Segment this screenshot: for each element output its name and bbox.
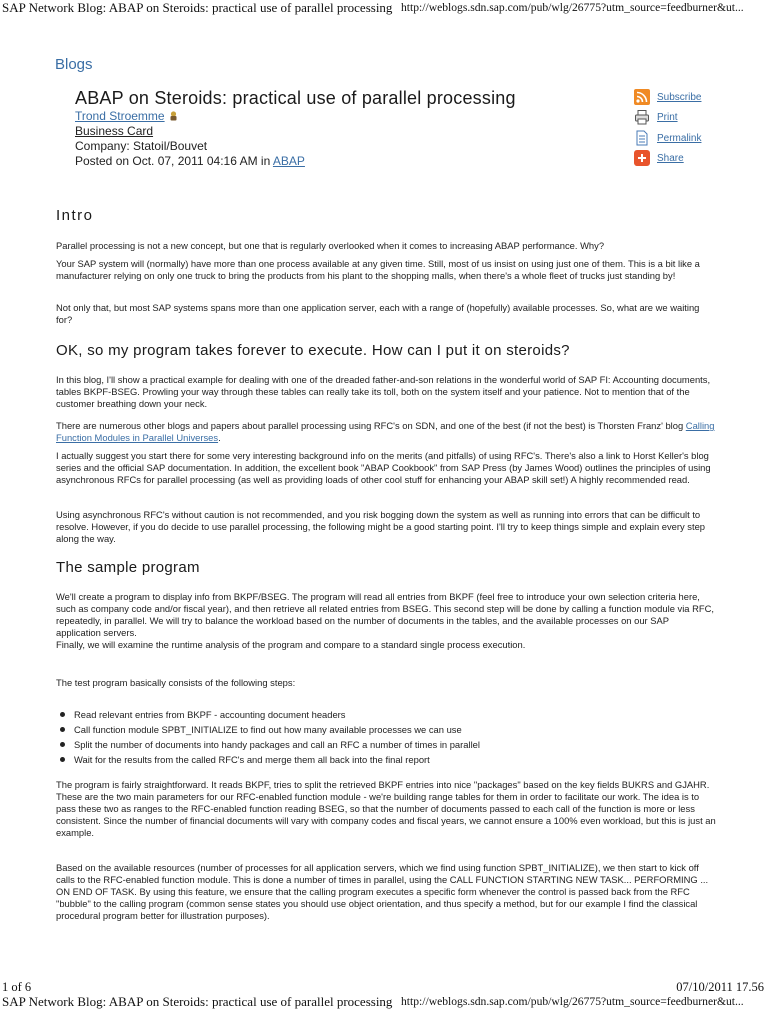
- bullet-icon: [60, 757, 65, 762]
- print-header-title: SAP Network Blog: ABAP on Steroids: practical use of parallel processing: [2, 0, 393, 15]
- paragraph: Your SAP system will (normally) have more than one process available at any given time. Still, most of us insist on using just one of them. This is a bit like a manufacturer relying on only one truck to bring the products from his plant to the shopping malls, when there's a whole fleet of trucks just standing by!: [56, 258, 700, 281]
- bullet-icon: [60, 727, 65, 732]
- list-item: [56, 722, 716, 737]
- business-card-link[interactable]: Business Card: [75, 124, 154, 138]
- steps-list: [56, 707, 716, 767]
- paragraph: [56, 420, 716, 444]
- print-header-url: http://weblogs.sdn.sap.com/pub/wlg/26775?utm_source=feedburner&ut...: [401, 1, 744, 14]
- author-badge-icon: [168, 110, 179, 124]
- paragraph: Using asynchronous RFC's without caution is not recommended, and you risk bogging down the system as well as running into errors that can be difficult to resolve. However, if you do decide to use parallel processing, the following might be a good starting point. I'll try to keep things simple and explain every step along the way.: [56, 509, 706, 544]
- list-item-text: Read relevant entries from BKPF - accounting document headers: [74, 709, 346, 720]
- document-icon[interactable]: [634, 130, 650, 146]
- print-datetime: 07/10/2011 17.56: [676, 980, 764, 994]
- heading-intro: Intro: [56, 207, 94, 224]
- post-title: ABAP on Steroids: practical use of parallel processing: [75, 88, 516, 108]
- paragraph: We'll create a program to display info from BKPF/BSEG. The program will read all entries from BKPF (feel free to introduce your own selection criteria here, such as company code and/or fiscal year), and then retrieve all related entries from BSEG. This second step will be done by calling a function module via RFC, repeatedly, in parallel. We will try to balance the workload based on the number of documents in the tables, and the available processes on our SAP application servers.: [56, 591, 714, 638]
- list-item: [56, 737, 716, 752]
- heading-sample-program: The sample program: [56, 559, 200, 576]
- author-link[interactable]: Trond Stroemme: [75, 109, 165, 123]
- rss-icon[interactable]: [634, 89, 650, 105]
- paragraph-text: There are numerous other blogs and papers about parallel processing using RFC's on SDN, and one of the best (if not the best) is Thorsten Franz' blog: [56, 420, 686, 431]
- paragraph: In this blog, I'll show a practical example for dealing with one of the dreaded father-and-son relations in the wonderful world of SAP FI: Accounting documents, tables BKPF-BSEG. Prowling your way through these tables can really take its toll, both on the system itself and your patience. Not to mention that of the customer breathing down your neck.: [56, 374, 711, 409]
- list-item-text: Call function module SPBT_INITIALIZE to find out how many available processes we can use: [74, 724, 462, 735]
- paragraph: Finally, we will examine the runtime analysis of the program and compare to a standard single process execution.: [56, 639, 526, 650]
- paragraph: The program is fairly straightforward. It reads BKPF, tries to split the retrieved BKPF entries into nice "packages" based on the key fields BUKRS and GJAHR. These are the two main parameters for our RFC-enabled function module - we're building range tables for them in order to facilitate our work. The idea is to pass these two as ranges to the RFC-enabled function reading BSEG, so that the number of documents passed to each call of the function is more or less consistent. Since the number of financial documents will vary with company codes and fiscal years, we cannot ensure a 100% even workload, but this is just an example.: [56, 779, 716, 838]
- subscribe-link[interactable]: Subscribe: [657, 92, 702, 103]
- print-link[interactable]: Print: [657, 112, 678, 123]
- blog-link-parallel-universes[interactable]: Calling Function Modules in Parallel Universes: [56, 420, 715, 443]
- share-link[interactable]: Share: [657, 153, 684, 164]
- print-footer-url: http://weblogs.sdn.sap.com/pub/wlg/26775?utm_source=feedburner&ut...: [401, 995, 744, 1008]
- category-link[interactable]: ABAP: [272, 154, 305, 168]
- paragraph: Parallel processing is not a new concept, but one that is regularly overlooked when it comes to increasing ABAP performance. Why?: [56, 240, 605, 251]
- posted-date: Posted on Oct. 07, 2011 04:16 AM in: [75, 154, 273, 168]
- list-item: [56, 752, 716, 767]
- permalink-link[interactable]: Permalink: [657, 133, 702, 144]
- paragraph: Not only that, but most SAP systems spans more than one application server, each with a range of (hopefully) available processes. So, what are we waiting for?: [56, 302, 700, 325]
- company-line: Company: Statoil/Bouvet: [75, 139, 208, 153]
- section-link-blogs[interactable]: Blogs: [55, 56, 93, 73]
- list-item: [56, 707, 716, 722]
- print-footer-title: SAP Network Blog: ABAP on Steroids: practical use of parallel processing: [2, 994, 393, 1009]
- bullet-icon: [60, 712, 65, 717]
- page-number: 1 of 6: [2, 980, 32, 994]
- paragraph-text: .: [218, 432, 221, 443]
- share-plus-icon[interactable]: [634, 150, 650, 166]
- paragraph: I actually suggest you start there for some very interesting background info on the merits (and pitfalls) of using RFC's. There's also a link to Horst Keller's blog series and the official SAP documentation. In addition, the excellent book "ABAP Cookbook" from SAP Press (by James Wood) outlines the principles of using asynchronous RFCs for parallel processing (as well as providing loads of other cool stuff for enhancing your ABAP skill set!) A highly recommended read.: [56, 450, 711, 485]
- heading-steroids: OK, so my program takes forever to execute. How can I put it on steroids?: [56, 342, 570, 359]
- paragraph: The test program basically consists of the following steps:: [56, 677, 296, 688]
- paragraph: Based on the available resources (number of processes for all application servers, which we find using function SPBT_INITIALIZE), we then start to kick off calls to the RFC-enabled function module. This is done a number of times in parallel, using the CALL FUNCTION STARTING NEW TASK... PERFORMING ... ON END OF TASK. By using this feature, we ensure that the calling program executes a specific form whenever the control is passed back from the RFC "bubble" to the calling program (common sense states you should use object orientation, and thus specify a method, but for our example I find the classical procedural program better for illustration purposes).: [56, 862, 709, 921]
- printer-icon[interactable]: [634, 109, 650, 125]
- author-line: [75, 109, 179, 124]
- list-item-text: Split the number of documents into handy packages and call an RFC a number of times in parallel: [74, 739, 480, 750]
- posted-line: [75, 154, 305, 168]
- bullet-icon: [60, 742, 65, 747]
- list-item-text: Wait for the results from the called RFC's and merge them all back into the final report: [74, 754, 430, 765]
